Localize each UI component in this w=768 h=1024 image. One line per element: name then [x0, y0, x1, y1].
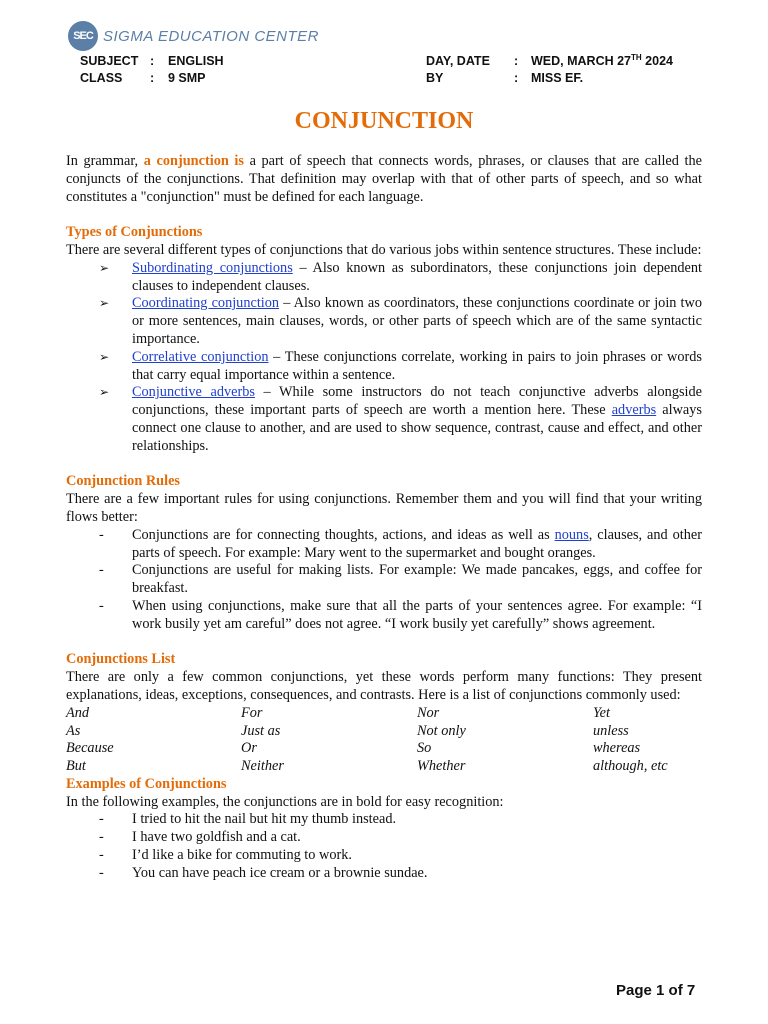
- list-item: [66, 811, 702, 829]
- intro-highlight: a conjunction is: [143, 153, 244, 169]
- list-item: [66, 349, 702, 385]
- list-item-text: Conjunctions are useful for making lists. For example: We made pancakes, eggs, and coffee for breakfast.: [132, 562, 702, 597]
- grid-cell: whereas: [593, 740, 641, 757]
- list-item: [66, 527, 702, 563]
- grid-cell: As: [66, 722, 81, 739]
- list-item-text: always connect one clause to another, and are used to show sequence, contrast, cause and effect, and other relationships.: [132, 402, 702, 454]
- arrow-bullet-icon: ➢: [99, 385, 110, 400]
- class-value: 9 SMP: [168, 71, 206, 85]
- rules-lead: There are a few important rules for using conjunctions. Remember them and you will find that your writing flows better:: [66, 491, 702, 525]
- rules-list: [66, 527, 702, 634]
- list-item-text: – These conjunctions correlate, working in pairs to join phrases or words that carry equal importance within a sentence.: [132, 348, 702, 383]
- header-meta-left: [80, 53, 224, 87]
- document-body: [66, 153, 702, 883]
- list-item: [66, 562, 702, 598]
- list-item-text: When using conjunctions, make sure that all the parts of your sentences agree. For example: “I work busily yet am careful” does not agree. “I work busily yet carefully” shows agreement.: [132, 597, 702, 632]
- grid-cell: Nor: [417, 704, 440, 721]
- colon: :: [150, 54, 155, 68]
- grid-cell: Just as: [241, 722, 281, 739]
- class-key: CLASS: [80, 71, 123, 85]
- page-title: CONJUNCTION: [294, 108, 474, 134]
- dash-bullet: -: [99, 811, 104, 828]
- list-item-text: – Also known as coordinators, these conjunctions coordinate or join two or more sentences, main clauses, words, or other parts of speech which are of the same syntactic importance.: [132, 295, 702, 347]
- list-item-text: Conjunctions are for connecting thoughts, actions, and ideas as well as: [132, 526, 555, 543]
- list-item: [66, 865, 702, 883]
- grid-cell: But: [66, 758, 86, 775]
- types-heading: Types of Conjunctions: [66, 224, 203, 241]
- conjunctive-adverbs-link[interactable]: Conjunctive adverbs: [132, 384, 255, 401]
- dash-bullet: -: [99, 864, 104, 881]
- conjunctions-grid: [66, 705, 702, 776]
- list-item: [66, 598, 702, 634]
- intro-after: a part of speech that connects words, phrases, or clauses that are called the conjuncts of the conjunctions. That definition may overlap with that of other parts of speech, and so what constitutes a "conjunction" must be defined for each language.: [66, 153, 703, 205]
- list-lead: There are only a few common conjunctions, yet these words perform many functions: They present explanations, ideas, exceptions, consequences, and contrasts. Here is a list of conjunctions commonly used:: [66, 669, 702, 703]
- list-item-text: I’d like a bike for commuting to work.: [132, 847, 352, 864]
- grid-cell: Not only: [417, 722, 466, 739]
- logo-text: SIGMA EDUCATION CENTER: [103, 27, 320, 45]
- dash-bullet: -: [99, 526, 104, 543]
- intro-before: In grammar,: [66, 153, 144, 169]
- date-value-sup: TH: [631, 52, 642, 62]
- list-item-text: – Also known as subordinators, these conjunctions join dependent clauses to independent clauses.: [132, 259, 702, 294]
- grid-cell: So: [417, 740, 432, 757]
- adverbs-link[interactable]: adverbs: [611, 402, 657, 419]
- list-item: [66, 829, 702, 847]
- subject-value: ENGLISH: [168, 54, 224, 68]
- list-item: [66, 847, 702, 865]
- list-item-text: You can have peach ice cream or a brownie sundae.: [132, 864, 428, 881]
- subject-key: SUBJECT: [80, 54, 139, 68]
- date-value-suffix: 2024: [641, 54, 673, 68]
- colon: :: [514, 71, 519, 85]
- sigma-logo: [68, 18, 319, 54]
- list-item: [66, 384, 702, 455]
- grid-cell: Yet: [593, 704, 610, 721]
- list-item: [66, 260, 702, 296]
- grid-cell: although, etc: [593, 758, 668, 775]
- grid-cell: unless: [593, 722, 629, 739]
- colon: :: [514, 54, 519, 68]
- arrow-bullet-icon: ➢: [99, 349, 110, 364]
- dash-bullet: -: [99, 597, 104, 614]
- list-item-text: I tried to hit the nail but hit my thumb instead.: [132, 811, 397, 828]
- coordinating-link[interactable]: Coordinating conjunction: [132, 295, 280, 312]
- grid-cell: Because: [66, 740, 114, 757]
- dash-bullet: -: [99, 847, 104, 864]
- dash-bullet: -: [99, 829, 104, 846]
- types-lead: There are several different types of conjunctions that do various jobs within sentence structures. These include:: [66, 241, 702, 258]
- types-list: [66, 260, 702, 456]
- grid-cell: And: [66, 704, 90, 721]
- arrow-bullet-icon: ➢: [99, 260, 110, 275]
- list-item: [66, 295, 702, 348]
- rules-heading: Conjunction Rules: [66, 473, 180, 490]
- examples-list: [66, 811, 702, 882]
- by-value: MISS EF.: [531, 71, 584, 85]
- date-key: DAY, DATE: [426, 54, 490, 68]
- page-number: Page 1 of 7: [616, 982, 696, 999]
- examples-lead: In the following examples, the conjunctions are in bold for easy recognition:: [66, 793, 504, 810]
- logo-mark: SEC: [68, 21, 98, 51]
- grid-cell: Neither: [241, 758, 284, 775]
- arrow-bullet-icon: ➢: [99, 296, 110, 311]
- grid-cell: Whether: [417, 758, 466, 775]
- dash-bullet: -: [99, 562, 104, 579]
- list-item-text: , clauses, and other parts of speech. For example: Mary went to the supermarket and bought oranges.: [132, 526, 702, 561]
- examples-heading: Examples of Conjunctions: [66, 775, 227, 792]
- subordinating-link[interactable]: Subordinating conjunctions: [132, 259, 293, 276]
- correlative-link[interactable]: Correlative conjunction: [132, 348, 269, 365]
- date-value: [531, 53, 673, 70]
- list-item-text: I have two goldfish and a cat.: [132, 829, 301, 846]
- list-item-text: – While some instructors do not teach conjunctive adverbs alongside conjunctions, these important parts of speech are worth a mention here. These: [132, 384, 702, 419]
- list-heading: Conjunctions List: [66, 651, 176, 668]
- header-meta-right: [426, 53, 673, 87]
- nouns-link[interactable]: nouns: [554, 526, 589, 543]
- grid-cell: Or: [241, 740, 257, 757]
- grid-cell: For: [241, 704, 263, 721]
- date-value-prefix: WED, MARCH 27: [531, 54, 632, 68]
- by-key: BY: [426, 71, 444, 85]
- intro-paragraph: [66, 153, 702, 206]
- colon: :: [150, 71, 155, 85]
